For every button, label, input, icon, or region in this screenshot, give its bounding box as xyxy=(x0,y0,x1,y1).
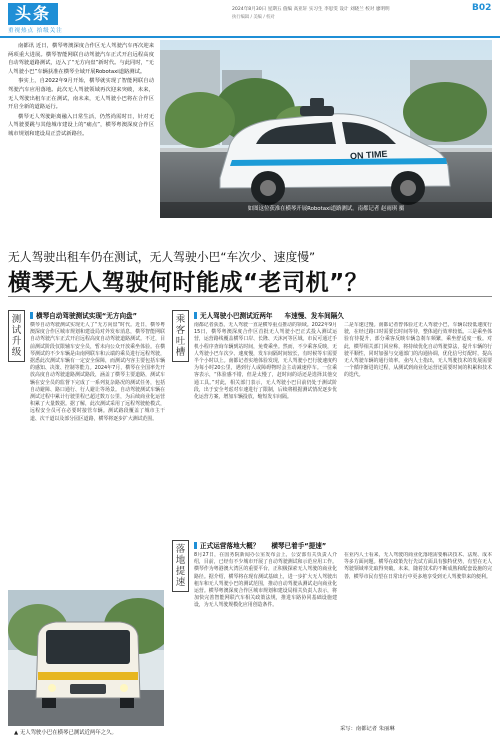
page-number: B02 xyxy=(472,3,492,13)
section-slogan: 重视热点 拾级关注 xyxy=(8,28,63,34)
headline-divider xyxy=(8,296,492,297)
section-body-rollout-cont: 在业内人士看来，无人驾驶的商业化落地需要解决技术、法规、成本等多方面问题。横琴在政策先行先试方面具有独特优势，有望在无人驾驶领域率先取得突破。未来，随着技术的不断成熟和配套设施的完善，横琴市民有望在日常出行中更多地享受到无人驾驶带来的便利。 xyxy=(344,552,492,580)
issue-meta: 2024年8月30日 星期五 值编 高亚轩 实习生 李思雯 设计 刘晓兰 校对 廖明明 xyxy=(232,7,390,12)
accent-bar xyxy=(194,542,197,549)
section-logo: 头条 xyxy=(8,3,58,25)
minibus-photo xyxy=(8,590,164,726)
robotaxi-illustration xyxy=(160,40,492,218)
lead-article xyxy=(8,42,154,214)
section-body-passengers: 南都记者获悉，无人驾驶一直是横琴重点推动的领域。2022年9月15日，横琴粤澳深度合作区首批无人驾驶小巴正式投入测试运营，运营路线覆盖横琴口岸、长隆、天沐河等区域。市民可通过手机小程序查询车辆到站时间，免费乘坐。然而，不少乘客反映，无人驾驶小巴车次少、速度慢，发车间隔时间较长，有时候等车需要半个小时以上。南都记者实地体验发现，无人驾驶小巴行驶速度约为每小时20公里，遇到行人或障碍物时会主动减速停车。一位乘客表示，“体验感不错，但是太慢了，赶时间的话还是选择其他交通工具。”对此，相关部门表示，无人驾驶小巴目前仍处于测试阶段，出于安全考虑对车速进行了限制，后续将根据测试情况逐步优化运营方案，增加车辆投放，缩短发车间隔。 xyxy=(194,322,337,401)
minibus-caption: ▲ 无人驾驶小巴在横琴已测试近两年之久。 xyxy=(14,730,117,736)
lead-paragraph: 南都讯 近日，横琴粤澳深度合作区无人驾驶汽车再次迎来两项重大进展。横琴智能网联自动驾驶汽车正式开启远程高度自动驾驶道路测试，迈入了“无方向盘”新时代。与此同时，“无人驾驶小巴”车辆获准在横琴全域开展Robotaxi道路测试。 xyxy=(8,43,154,75)
page-header xyxy=(0,0,500,38)
section-title-text: 横琴自动驾驶测试实现“无方向盘” xyxy=(36,312,137,320)
section-label-testing: 测试升级 xyxy=(8,310,25,362)
accent-bar xyxy=(30,312,33,319)
author-credits: 采写：南都记者 朱丽琳 xyxy=(340,726,395,732)
section-body-passengers-cont: 二是车速过慢。南都记者曾体验过无人驾驶小巴，车辆以较低速度行驶，在经过路口时需要长时间等待，整体通行效率较低。三是乘坐体验有待提升，部分乘客反映车辆急刹车频繁，乘坐舒适度一般。对此，横琴相关部门回应称，将持续优化自动驾驶算法，提升车辆的行驶平顺性，同时加强与交通部门的沟通协调，优化信号灯配时，提高无人驾驶车辆的通行效率。业内人士指出，无人驾驶技术的发展需要一个循序渐进的过程，从测试到商业化运营还需要时间的积累和技术的迭代。 xyxy=(344,322,492,379)
header-divider xyxy=(0,36,500,38)
article-title: 横琴无人驾驶何时能成“老司机”？ xyxy=(8,270,369,296)
section-title-passengers xyxy=(194,310,344,320)
photo-caption: 如图这位获准在横琴开展Robotaxi道路测试。南都记者 赵雨琪 摄 xyxy=(247,206,405,212)
lead-paragraph: 横琴无人驾驶距离融入日常生活，仍然尚需时日，针对无人驾驶要跳与其他城市建设上的“痛点”，横琴粤澳深度合作区城市规划和建设局正尝试新路径。 xyxy=(8,113,154,137)
robotaxi-photo xyxy=(160,40,492,218)
editor-credits: 执行编辑 / 美编 / 校对 xyxy=(232,15,275,20)
section-label-rollout: 落地提速 xyxy=(172,540,189,592)
section-title-rollout xyxy=(194,540,326,550)
article-subhead: 无人驾驶出租车仍在测试，无人驾驶小巴“车次少、速度慢” xyxy=(8,250,316,264)
section-body-testing: 横琴自动驾驶测试实现无人了“无方向盘”时代。近日，横琴粤澳深度合作区城市规划和建设局对外发布消息，横琴智能网联自动驾驶汽车正式开启远程高度自动驾驶道路测试。不过，目前测试阶段仅限辅车安全员，暂未向公众开放乘坐体验。在横琴测试的不少车辆是由南网联车和云端的乘员进行远程驾驶，据悉此次测试车辆有一定安全保障，而测试内容主要包括车辆的感知、决策、控制等能力。2024年7月，横琴在全国率先开放高度自动驾驶道路测试路段，涵盖了横琴主要道路，测试车辆在安全员的监督下完成了一系列复杂路况的测试任务，包括自动避障、路口通行、行人避让等场景。自动驾驶测试车辆在测试过程中累计行驶里程已超过数万公里，为后续商业化运营积累了大量数据。据了解，此次测试采用了远程驾驶舱模式，远程安全员可在必要时接管车辆。测试路段覆盖了城市主干道、次干道以及部分园区道路，横琴将逐步扩大测试范围。 xyxy=(30,322,165,422)
section-label-passengers: 乘客吐槽 xyxy=(172,310,189,362)
car-brand-text: ON TIME xyxy=(349,148,388,162)
lead-paragraph: 事实上，自2022年9月开始，横琴就实现了智能网联自动驾驶汽车应用落地。此次无人驾驶领域再次迎来突破，未来，无人驾驶出租车正在测试，南未来，无人驾驶小巴将在合作区开启全新的道路运行。 xyxy=(8,78,154,111)
section-body-rollout: 8月27日，在国务院新闻办公室发布会上，公安部有关负责人介绍，目前，已经有不少城市开展了自动驾驶测试和示范应用工作。横琴作为粤港澳大湾区的重要平台，正积极探索无人驾驶的商业化路径。据介绍，横琴将在现有测试基础上，进一步扩大无人驾驶出租车和无人驾驶小巴的测试范围，推动自动驾驶从测试走向商业化运营。横琴粤澳深度合作区城市规划和建设局相关负责人表示，将加快完善智能网联汽车相关政策法规，推进车路协同基础设施建设，为无人驾驶规模化应用创造条件。 xyxy=(194,552,337,609)
accent-bar xyxy=(194,312,197,319)
section-title-text-2: 横琴已着手“提速” xyxy=(271,542,327,550)
section-title-text: 正式运营落地大概？ xyxy=(200,542,260,550)
section-title-text: 无人驾驶小巴测试近两年 xyxy=(200,312,273,320)
section-title-text-2: 车速慢、发车间隔久 xyxy=(284,312,344,320)
section-title-testing xyxy=(30,310,137,320)
minibus-illustration xyxy=(8,590,164,726)
